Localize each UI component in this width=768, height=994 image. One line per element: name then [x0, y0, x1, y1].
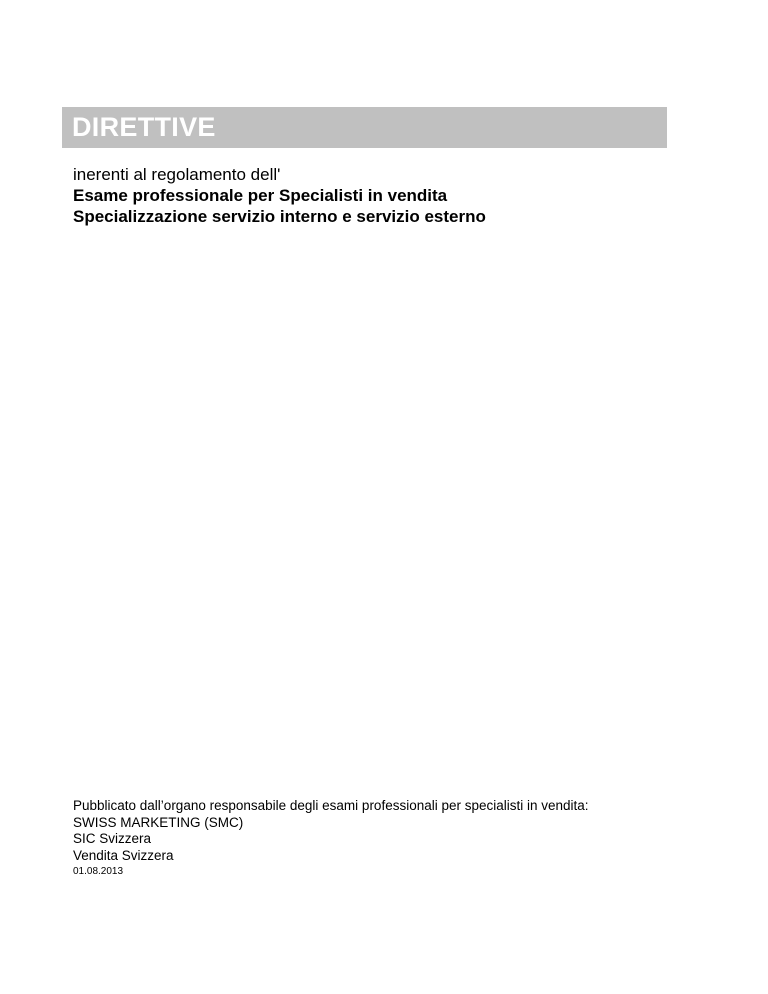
organization-smc: SWISS MARKETING (SMC) [73, 814, 244, 830]
organization-sic: SIC Svizzera [73, 831, 152, 846]
specialization-title: Specializzazione servizio interno e servizio esterno [73, 207, 486, 226]
organization-vendita: Vendita Svizzera [73, 847, 174, 863]
exam-title: Esame professionale per Specialisti in vendita [73, 186, 448, 205]
title-banner [62, 107, 667, 148]
publication-date: 01.08.2013 [73, 866, 124, 877]
document-title: DIRETTIVE [72, 112, 216, 142]
subtitle-block [73, 164, 673, 227]
intro-line: inerenti al regolamento dell' [73, 165, 281, 184]
publisher-statement: Pubblicato dall’organo responsabile degli esami professionali per specialisti in vendita: [73, 798, 589, 813]
publisher-block [73, 798, 713, 878]
